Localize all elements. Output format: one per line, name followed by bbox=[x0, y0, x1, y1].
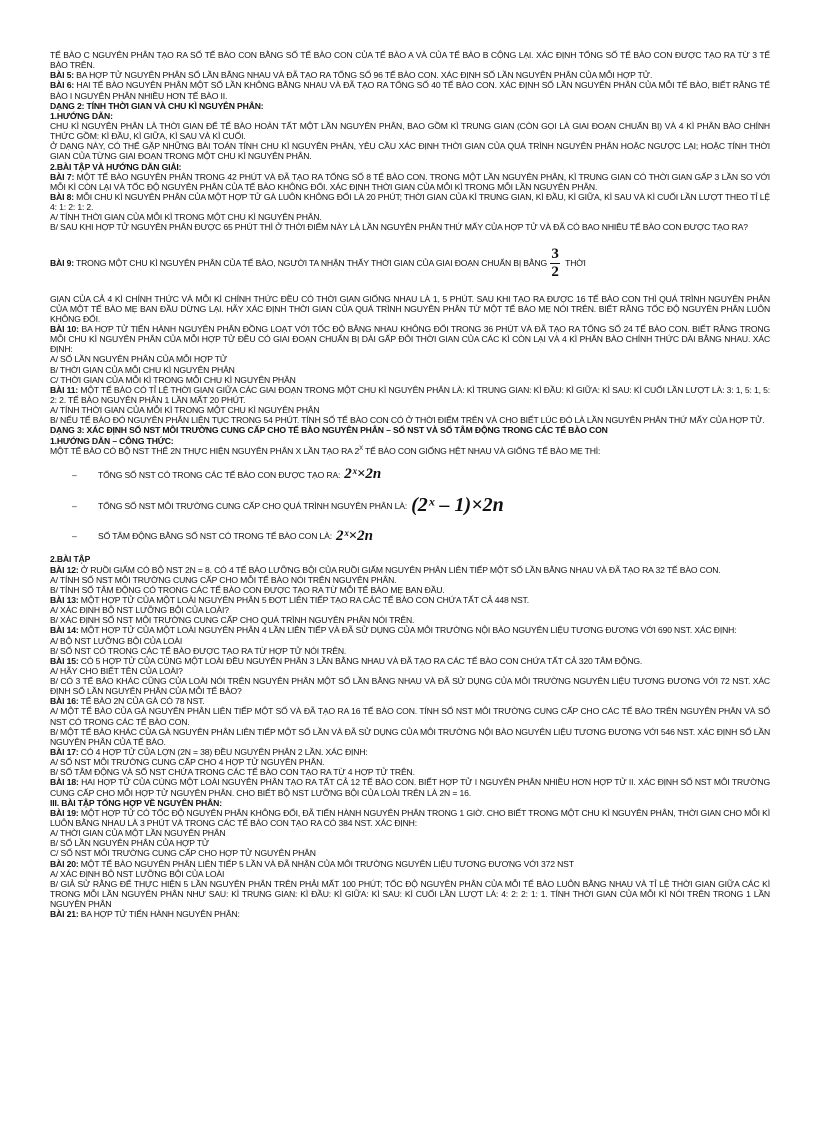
exercise-label: BÀI 19: bbox=[50, 807, 79, 818]
question-a: A/ BỘ NST LƯỠNG BỘI CỦA LOÀI bbox=[50, 635, 183, 646]
question-b: B/ NẾU TẾ BÀO ĐÓ NGUYÊN PHÂN LIÊN TỤC TRONG 54 PHÚT. TÍNH SỐ TẾ BÀO CON CÓ Ở THỜI ĐIỂM TRÊN VÀ CHO BIẾT LÚC ĐÓ LÀ LẦN NGUYÊN PHÂN THỨ MẤY CỦA HỢP TỬ. bbox=[50, 415, 765, 426]
question-a: A/ HÃY CHO BIẾT TÊN CỦA LOÀI? bbox=[50, 665, 183, 676]
dash-bullet: – bbox=[72, 531, 77, 542]
exercise-11 bbox=[50, 385, 770, 405]
formula-label: TỔNG SỐ NST CÓ TRONG CÁC TẾ BÀO CON ĐƯỢC TẠO RA: bbox=[98, 469, 341, 480]
fraction-numerator: 3 bbox=[551, 245, 559, 262]
question-c: C/ SỐ NST MÔI TRƯỜNG CUNG CẤP CHO HỢP TỬ NGUYÊN PHÂN bbox=[50, 848, 316, 859]
exercise-label: BÀI 20: bbox=[50, 858, 79, 869]
section-heading-dang-2: DẠNG 2: TÍNH THỜI GIAN VÀ CHU KÌ NGUYÊN PHÂN: bbox=[50, 100, 264, 111]
exercise-text: MỘT HỢP TỬ CỦA MỘT LOÀI NGUYÊN PHÂN 4 LẦN LIÊN TIẾP VÀ ĐÃ SỬ DỤNG CỦA MÔI TRƯỜNG NỘI BÀO NGUYÊN LIỆU TƯƠNG ĐƯƠNG VỚI 690 NST. XÁC ĐỊNH: bbox=[78, 625, 737, 636]
exercise-19 bbox=[50, 808, 770, 828]
exercise-17 bbox=[50, 747, 770, 757]
subheading: 2.BÀI TẬP VÀ HƯỚNG DẪN GIẢI: bbox=[50, 161, 182, 172]
formula-item bbox=[72, 465, 770, 485]
fraction bbox=[550, 247, 560, 280]
exercise-label: BÀI 8: bbox=[50, 191, 74, 202]
subheading: 1.HƯỚNG DẪN – CÔNG THỨC: bbox=[50, 435, 174, 446]
question-b: B/ SỐ TÂM ĐỘNG VÀ SỐ NST CHỨA TRONG CÁC TẾ BÀO CON TẠO RA TỪ 4 HỢP TỬ TRÊN. bbox=[50, 767, 415, 778]
exercise-label: BÀI 16: bbox=[50, 696, 79, 707]
section-heading-iii: III. BÀI TẬP TỔNG HỢP VỀ NGUYÊN PHÂN: bbox=[50, 797, 222, 808]
question-a: A/ SỐ NST MÔI TRƯỜNG CUNG CẤP CHO 4 HỢP TỬ NGUYÊN PHÂN. bbox=[50, 757, 325, 768]
exercise-20 bbox=[50, 859, 770, 869]
exercise-text: MỘT TẾ BÀO NGUYÊN PHÂN LIÊN TIẾP 5 LẦN VÀ ĐÃ NHẬN CỦA MÔI TRƯỜNG NGUYÊN LIỆU TƯƠNG ĐƯƠNG VỚI 372 NST bbox=[78, 858, 574, 869]
exercise-13 bbox=[50, 595, 770, 605]
dash-bullet: – bbox=[72, 500, 77, 511]
question-b: B/ CÓ 3 TẾ BÀO KHÁC CŨNG CỦA LOÀI NÓI TRÊN NGUYÊN PHÂN MỘT SỐ LẦN BẰNG NHAU VÀ ĐÃ SỬ DỤNG CỦA MÔI TRƯỜNG NGUYÊN LIỆU TƯƠNG ĐƯƠNG VỚI 72 NST. XÁC ĐỊNH SỐ LẦN NGUYÊN PHÂN CỦA MỖI TẾ BÀO? bbox=[50, 676, 770, 697]
exercise-text: BA HỢP TỬ TIẾN HÀNH NGUYÊN PHÂN ĐỒNG LOẠT VỚI TỐC ĐỘ BẰNG NHAU KHÔNG ĐỔI TRONG 36 PHÚT VÀ ĐÃ TẠO RA TỔNG SỐ 24 TẾ BÀO CON. BIẾT RẰNG TRONG MỖI CHU KÌ NGUYÊN PHÂN CỦA MỖI HỢP TỬ ĐỀU CÓ GIAI ĐOẠN CHUẨN BỊ DÀI GẤP ĐÔI THỜI GIAN CỦA CÁC KÌ CÒN LẠI VÀ 4 KÌ PHÂN BÀO CHÍNH THỨC DÀI BẰNG NHAU. XÁC ĐỊNH: bbox=[50, 323, 770, 355]
formula: (2ˣ – 1)×2n bbox=[411, 493, 504, 516]
question-a: A/ XÁC ĐỊNH BỘ NST LƯỠNG BỘI CỦA LOÀI bbox=[50, 868, 225, 879]
exercise-label: BÀI 13: bbox=[50, 594, 79, 605]
exercise-text: MỘT HỢP TỬ CỦA MỘT LOÀI NGUYÊN PHÂN 5 ĐỢT LIÊN TIẾP TẠO RA CÁC TẾ BÀO CON CHỨA TẤT CẢ 448 NST. bbox=[78, 594, 529, 605]
exercise-21 bbox=[50, 909, 770, 919]
paragraph: Ở DẠNG NÀY, CÓ THỂ GẶP NHỮNG BÀI TOÁN TÍNH CHU KÌ NGUYÊN PHÂN, YÊU CẦU XÁC ĐỊNH THỜI GIAN CỦA QUÁ TRÌNH NGUYÊN PHÂN HOẶC NGƯỢC LẠI; HOẶC TÍNH THỜI GIAN CỦA TỪNG GIAI ĐOẠN TRONG MỘT CHU KÌ NGUYÊN PHÂN. bbox=[50, 141, 770, 162]
exercise-label: BÀI 9: bbox=[50, 257, 74, 268]
exercise-9 bbox=[50, 247, 770, 280]
exercise-label: BÀI 7: bbox=[50, 171, 75, 182]
question-b: B/ THỜI GIAN CỦA MỖI CHU KÌ NGUYÊN PHÂN bbox=[50, 364, 235, 375]
exercise-5 bbox=[50, 70, 770, 80]
exercise-12 bbox=[50, 565, 770, 575]
paragraph: CHU KÌ NGUYÊN PHÂN LÀ THỜI GIAN ĐỂ TẾ BÀO HOÀN TẤT MỘT LẦN NGUYÊN PHÂN, BAO GỒM KÌ TRUNG GIAN (CÒN GỌI LÀ GIAI ĐOẠN CHUẨN BỊ) VÀ 4 KÌ PHÂN BÀO CHÍNH THỨC GỒM: KÌ ĐẦU, KÌ GIỮA, KÌ SAU VÀ KÌ CUỐI. bbox=[50, 120, 770, 142]
question-b: B/ GIẢ SỬ RẰNG ĐỂ THỰC HIỆN 5 LẦN NGUYÊN PHÂN TRÊN PHẢI MẤT 100 PHÚT; TỐC ĐỘ NGUYÊN PHÂN CỦA MỖI TẾ BÀO LUÔN BẰNG NHAU VÀ TỈ LỆ THỜI GIAN GIỮA CÁC KÌ TRONG MỖI LẦN NGUYÊN PHÂN NHƯ SAU: KÌ TRUNG GIAN: KÌ ĐẦU: KÌ GIỮA: KÌ SAU: KÌ CUỐI LẦN LƯỢT LÀ: 4: 2: 2: 1: 1. TÍNH THỜI GIAN CỦA MỖI KÌ NÓI TRÊN TRONG 1 LẦN NGUYÊN PHÂN bbox=[50, 878, 770, 910]
exercise-text: CÓ 5 HỢP TỬ CỦA CÙNG MỘT LOÀI ĐỀU NGUYÊN PHÂN 3 LẦN BẰNG NHAU VÀ ĐÃ TẠO RA CÁC TẾ BÀO CON CHỨA TẤT CẢ 320 TÂM ĐỘNG. bbox=[78, 655, 643, 666]
question-b: B/ TÍNH SỐ TÂM ĐỘNG CÓ TRONG CÁC TẾ BÀO CON ĐƯỢC TẠO RA TỪ MỖI TẾ BÀO MẸ BAN ĐẦU. bbox=[50, 584, 445, 595]
question-b: B/ SAU KHI HỢP TỬ NGUYÊN PHÂN ĐƯỢC 65 PHÚT THÌ Ở THỜI ĐIỂM NÀY LÀ LẦN NGUYÊN PHÂN THỨ MẤY CỦA HỢP TỬ VÀ ĐÃ CÓ BAO NHIÊU TẾ BÀO CON ĐƯỢC TẠO RA? bbox=[50, 222, 748, 233]
dash-bullet: – bbox=[72, 469, 77, 480]
exercise-text: MỘT HỢP TỬ CÓ TỐC ĐỘ NGUYÊN PHÂN KHÔNG ĐỔI, ĐÃ TIẾN HÀNH NGUYÊN PHÂN TRONG 1 GIỜ. CHO BIẾT TRONG MỘT CHU KÌ NGUYÊN PHÂN, THỜI GIAN CHO MỖI KÌ LUÔN BẰNG NHAU LÀ 3 PHÚT VÀ TRONG CÁC TẾ BÀO CON TẠO RA CÓ 384 NST. XÁC ĐỊNH: bbox=[50, 807, 770, 829]
exercise-10 bbox=[50, 324, 770, 354]
question-a: A/ SỐ LẦN NGUYÊN PHÂN CỦA MỖI HỢP TỬ bbox=[50, 354, 228, 365]
exercise-8 bbox=[50, 192, 770, 212]
formula-item bbox=[72, 494, 770, 518]
exercise-text: HAI HỢP TỬ CỦA CÙNG MỘT LOÀI NGUYÊN PHÂN TẠO RA TẤT CẢ 12 TẾ BÀO CON. BIẾT HỢP TỬ I NGUYÊN PHÂN NHIỀU HƠN HỢP TỬ II. XÁC ĐỊNH SỐ NST MÔI TRƯỜNG CUNG CẤP CHO MỖI HỢP TỬ NGUYÊN PHÂN. CHO BIẾT BỘ NST LƯỠNG BỘI CỦA LOÀI TRÊN LÀ 2N = 16. bbox=[50, 777, 770, 798]
exercise-label: BÀI 12: bbox=[50, 564, 79, 575]
question-a: A/ TÍNH SỐ NST MÔI TRƯỜNG CUNG CẤP CHO MỖI TẾ BÀO NÓI TRÊN NGUYÊN PHÂN. bbox=[50, 574, 397, 585]
exercise-7 bbox=[50, 172, 770, 192]
question-a: A/ TÍNH THỜI GIAN CỦA MỖI KÌ TRONG MỘT CHU KÌ NGUYÊN PHÂN. bbox=[50, 212, 322, 223]
formula-label: TỔNG SỐ NST MÔI TRƯỜNG CUNG CẤP CHO QUÁ TRÌNH NGUYÊN PHÂN LÀ: bbox=[98, 500, 408, 511]
question-a: A/ MỘT TẾ BÀO CỦA GÀ NGUYÊN PHÂN LIÊN TIẾP MỘT SỐ VÀ ĐÃ TẠO RA 16 TẾ BÀO CON. TÍNH SỐ NST MÔI TRƯỜNG CUNG CẤP CHO CÁC TẾ BÀO TRÊN NGUYÊN PHÂN VÀ SỐ NST CÓ TRONG CÁC TẾ BÀO CON. bbox=[50, 706, 770, 727]
exercise-text: THỜI bbox=[563, 257, 586, 268]
exercise-label: BÀI 15: bbox=[50, 655, 79, 666]
exercise-label: BÀI 14: bbox=[50, 625, 79, 636]
paragraph-text: TẾ BÀO CON GIỐNG HỆT NHAU VÀ GIỐNG TẾ BÀO MẸ THÌ: bbox=[362, 445, 601, 456]
exercise-label: BÀI 5: bbox=[50, 70, 74, 81]
exercise-text: BA HỢP TỬ TIẾN HÀNH NGUYÊN PHÂN: bbox=[78, 909, 240, 920]
exercise-text: BA HỢP TỬ NGUYÊN PHÂN SỐ LẦN BẰNG NHAU VÀ ĐÃ TẠO RA TỔNG SỐ 96 TẾ BÀO CON. XÁC ĐỊNH SỐ LẦN NGUYÊN PHÂN CỦA MỖI HỢP TỬ. bbox=[73, 70, 653, 81]
section-heading-dang-3: DẠNG 3: XÁC ĐỊNH SỐ NST MÔI TRƯỜNG CUNG CẤP CHO TẾ BÀO NGUYÊN PHÂN – SỐ NST VÀ SỐ TÂM ĐỘNG TRONG CÁC TẾ BÀO CON bbox=[50, 425, 608, 436]
paragraph: TẾ BÀO C NGUYÊN PHÂN TẠO RA SỐ TẾ BÀO CON BẰNG SỐ TẾ BÀO CON CỦA TẾ BÀO A VÀ CỦA TẾ BÀO B CỘNG LẠI. XÁC ĐỊNH TỔNG SỐ TẾ BÀO CON ĐƯỢC TẠO RA TỪ 3 TẾ BÀO TRÊN. bbox=[50, 50, 770, 71]
exercise-label: BÀI 21: bbox=[50, 909, 79, 920]
exercise-text: MỖI CHU KÌ NGUYÊN PHÂN CỦA MỘT HỢP TỬ GÀ LUÔN KHÔNG ĐỔI LÀ 20 PHÚT; THỜI GIAN CỦA KÌ TRUNG GIAN, KÌ ĐẦU, KÌ GIỮA, KÌ SAU VÀ KÌ CUỐI LẦN LƯỢT THEO TỈ LỆ 4: 1: 2: 1: 2. bbox=[50, 191, 770, 213]
question-c: C/ THỜI GIAN CỦA MỖI KÌ TRONG MỖI CHU KÌ NGUYÊN PHÂN bbox=[50, 374, 296, 385]
exercise-text: MỘT TẾ BÀO CÓ TỈ LỆ THỜI GIAN GIỮA CÁC GIAI ĐOẠN TRONG MỘT CHU KÌ NGUYÊN PHÂN LÀ: KÌ TRUNG GIAN: KÌ ĐẦU: KÌ GIỮA: KÌ SAU: KÌ CUỐI LẦN LƯỢT LÀ: 3: 1, 5: 1, 5: 2: 2. TẾ BÀO NGUYÊN PHÂN 1 LẦN MẤT 20 PHÚT. bbox=[50, 384, 770, 405]
paragraph bbox=[50, 446, 770, 456]
question-b: B/ XÁC ĐỊNH SỐ NST MÔI TRƯỜNG CUNG CẤP CHO QUÁ TRÌNH NGUYÊN PHÂN NÓI TRÊN. bbox=[50, 615, 415, 626]
exercise-label: BÀI 17: bbox=[50, 747, 79, 758]
document-page bbox=[50, 50, 770, 919]
exercise-label: BÀI 6: bbox=[50, 80, 75, 91]
exercise-text: TRONG MỘT CHU KÌ NGUYÊN PHÂN CỦA TẾ BÀO, NGƯỜI TA NHẬN THẤY THỜI GIAN CỦA GIAI ĐOẠN CHUẨN BỊ BẰNG bbox=[73, 257, 548, 268]
exercise-16 bbox=[50, 696, 770, 706]
question-a: A/ TÍNH THỜI GIAN CỦA MỖI KÌ TRONG MỘT CHU KÌ NGUYÊN PHÂN bbox=[50, 405, 320, 416]
formula: 2ˣ×2n bbox=[344, 465, 382, 482]
exercise-label: BÀI 18: bbox=[50, 777, 79, 788]
exercise-text: MỘT TẾ BÀO NGUYÊN PHÂN TRONG 42 PHÚT VÀ ĐÃ TẠO RA TỔNG SỐ 8 TẾ BÀO CON. TRONG MỘT LẦN NGUYÊN PHÂN, KÌ TRUNG GIAN CÓ THỜI GIAN GẤP 3 LẦN SO VỚI MỖI KÌ CÒN LẠI VÀ TỐC ĐỘ NGUYÊN PHÂN CỦA TẾ BÀO KHÔNG ĐỔI. XÁC ĐỊNH THỜI GIAN CỦA MỖI KÌ TRONG MỖI LẦN NGUYÊN PHÂN. bbox=[50, 171, 770, 192]
question-b: B/ SỐ LẦN NGUYÊN PHÂN CỦA HỢP TỬ bbox=[50, 838, 210, 849]
formula-label: SỐ TÂM ĐỘNG BẰNG SỐ NST CÓ TRONG TẾ BÀO CON LÀ: bbox=[98, 531, 332, 542]
question-b: B/ MỘT TẾ BÀO KHÁC CỦA GÀ NGUYÊN PHÂN LIÊN TIẾP MỘT SỐ LẦN VÀ ĐÃ SỬ DỤNG CỦA MÔI TRƯỜNG NỘI BÀO NGUYÊN LIỆU TƯƠNG ĐƯƠNG VỚI 546 NST. XÁC ĐỊNH SỐ LẦN NGUYÊN PHÂN CỦA TẾ BÀO. bbox=[50, 726, 770, 747]
exercise-label: BÀI 11: bbox=[50, 384, 79, 395]
paragraph-text: MỘT TẾ BÀO CÓ BỘ NST THỂ 2N THỰC HIỆN NGUYÊN PHÂN X LẦN TẠO RA 2 bbox=[50, 445, 360, 456]
question-a: A/ XÁC ĐỊNH BỘ NST LƯỠNG BỘI CỦA LOÀI? bbox=[50, 605, 229, 616]
exercise-label: BÀI 10: bbox=[50, 323, 79, 334]
subheading: 2.BÀI TẬP bbox=[50, 554, 91, 565]
exercise-text: HAI TẾ BÀO NGUYÊN PHÂN MỘT SỐ LẦN KHÔNG BẰNG NHAU VÀ ĐÃ TẠO RA TỔNG SỐ 40 TẾ BÀO CON. XÁC ĐỊNH SỐ LẦN NGUYÊN PHÂN CỦA MỖI TẾ BÀO, BIẾT RẰNG TẾ BÀO I NGUYÊN PHÂN NHIỀU HƠN TẾ BÀO II. bbox=[50, 80, 770, 101]
fraction-denominator: 2 bbox=[551, 263, 559, 280]
superscript: X bbox=[359, 445, 363, 452]
exercise-15 bbox=[50, 656, 770, 666]
question-b: B/ SỐ NST CÓ TRONG CÁC TẾ BÀO ĐƯỢC TẠO RA TỪ HỢP TỬ NÓI TRÊN. bbox=[50, 645, 347, 656]
exercise-6 bbox=[50, 80, 770, 100]
exercise-text: TẾ BÀO 2N CỦA GÀ CÓ 78 NST. bbox=[78, 696, 205, 707]
exercise-text: CÓ 4 HỢP TỬ CỦA LỢN (2N = 38) ĐỀU NGUYÊN PHÂN 2 LẦN. XÁC ĐỊNH: bbox=[78, 747, 368, 758]
formula-item bbox=[72, 526, 770, 546]
exercise-14 bbox=[50, 625, 770, 635]
formula: 2ˣ×2n bbox=[335, 527, 373, 544]
question-a: A/ THỜI GIAN CỦA MỘT LẦN NGUYÊN PHÂN bbox=[50, 828, 226, 839]
exercise-18 bbox=[50, 777, 770, 797]
exercise-text: Ở RUỒI GIẤM CÓ BỘ NST 2N = 8. CÓ 4 TẾ BÀO LƯỠNG BỘI CỦA RUỒI GIẤM NGUYÊN PHÂN LIÊN TIẾP MỘT SỐ LẦN BẰNG NHAU VÀ ĐÃ TẠO RA 32 TẾ BÀO CON. bbox=[78, 564, 721, 575]
subheading: 1.HƯỚNG DẪN: bbox=[50, 110, 113, 121]
paragraph: GIAN CỦA CẢ 4 KÌ CHÍNH THỨC VÀ MỖI KÌ CHÍNH THỨC ĐỀU CÓ THỜI GIAN GIỐNG NHAU LÀ 1, 5 PHÚT. SAU KHI TẠO RA ĐƯỢC 16 TẾ BÀO CON THÌ QUÁ TRÌNH NGUYÊN PHÂN CỦA MỘT TẾ BÀO MẸ BAN ĐẦU DỪNG LẠI. HÃY XÁC ĐỊNH THỜI GIAN CỦA QUÁ TRÌNH NGUYÊN PHÂN TỪ MỘT TẾ BÀO MẸ NÓI TRÊN. BIẾT RẰNG TỐC ĐỘ NGUYÊN PHÂN LUÔN KHÔNG ĐỔI. bbox=[50, 293, 770, 324]
